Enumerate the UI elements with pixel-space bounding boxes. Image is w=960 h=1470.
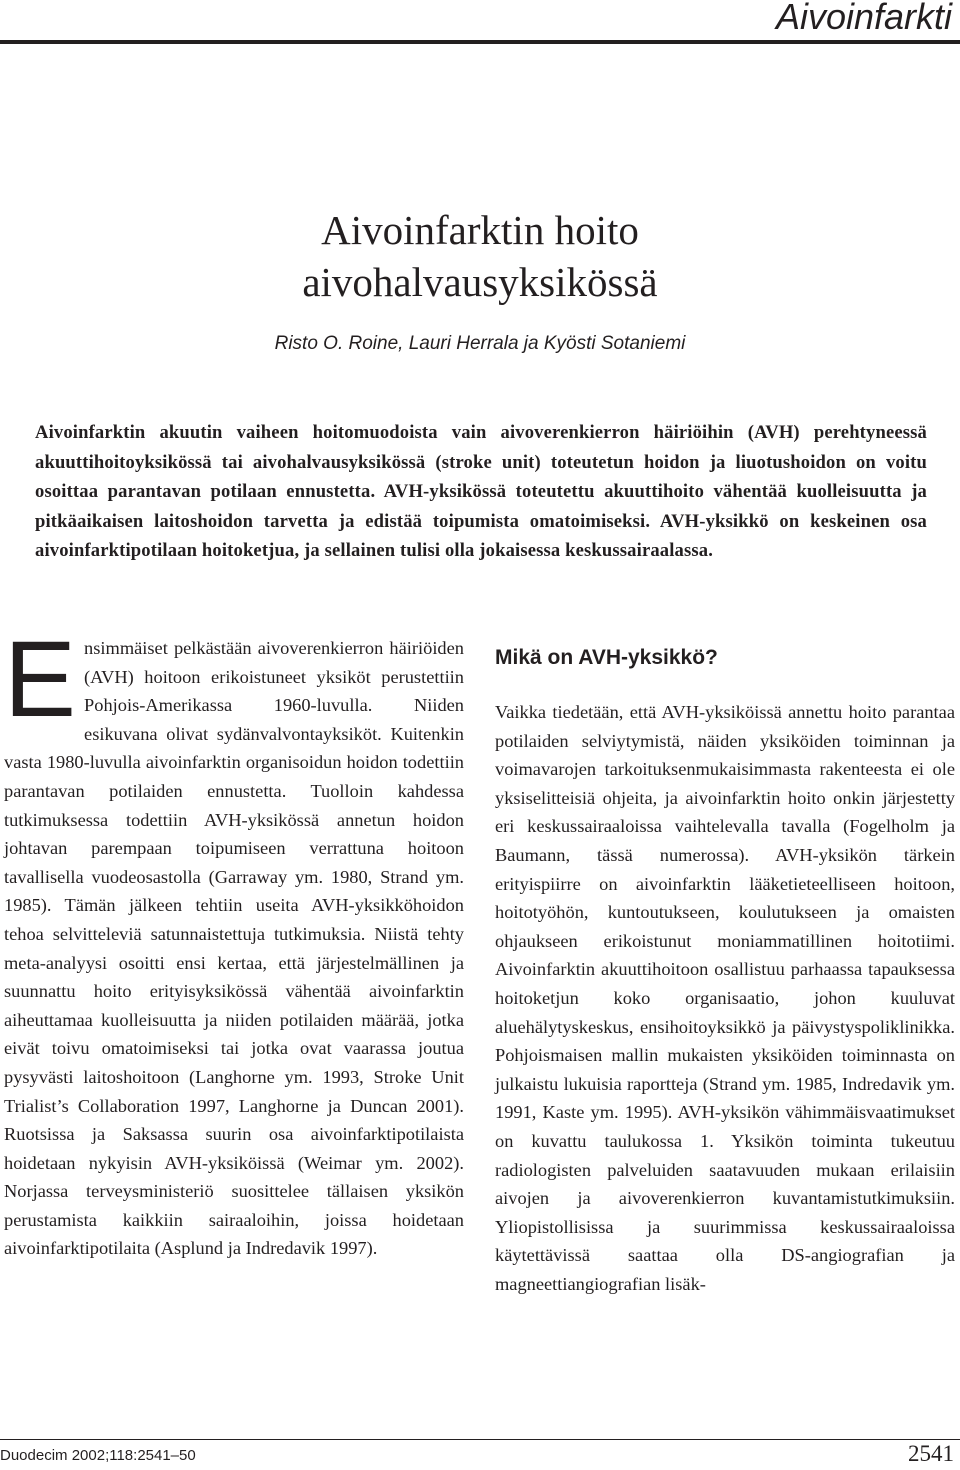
article-abstract: Aivoinfarktin akuutin vaiheen hoitomuodoista vain aivoverenkierron häiriöihin (AVH) perehtyneessä akuuttihoitoyksikössä tai aivohalvausyksikössä (stroke unit) toteutetun hoidon ja liuotushoidon on voitu osoittaa parantavan potilaan ennustetta. AVH-yksikössä toteutettu akuuttihoito vähentää kuolleisuutta ja pitkäaikaisen laitoshoidon tarvetta ja edistää toipumista omatoimiseksi. AVH-yksikkö on keskeinen osa aivoinfarktipotilaan hoitoketjua, ja sellainen tulisi olla jokaisessa keskussairaalassa. [35, 422, 927, 561]
right-column-text: Vaikka tiedetään, että AVH-yksiköissä annettu hoito parantaa potilaiden selviytymistä, näiden yksiköiden toiminnan ja voimavarojen tarkoituksenmukaisimmasta rakenteesta ei ole yksiselitteisiä ohjeita, ja aivoinfarktin hoito onkin järjestetty eri keskussairaaloissa vaihtelevalla tavalla (Fogelholm ja Baumann, tässä numerossa). AVH-yksikön tärkein erityispiirre on aivoinfarktin lääketieteelliseen hoitoon, hoitotyöhön, kuntoutukseen, koulutukseen ja omaisten ohjaukseen erikoistunut moniammatillinen hoitotiimi. Aivoinfarktin akuuttihoitoon osallistuu parhaassa tapauksessa hoitoketjun koko organisaatio, johon kuuluvat aluehälytyskeskus, ensihoitoyksikkö ja päivystyspoliklinikka. Pohjoismaisen mallin mukaisten yksiköiden toiminnasta on julkaistu lukuisia raportteja (Strand ym. 1985, Indredavik ym. 1991, Kaste ym. 1995). AVH-yksikön vähimmäisvaatimukset on kuvattu taulukossa 1. Yksikön toiminta tukeutuu radiologisten palveluiden saatavuuden mukaan erilaisiin aivojen ja aivoverenkierron kuvantamistutkimuksiin. Yliopistollisissa ja suurimmissa keskussairaaloissa käytettävissä saattaa olla DS-angiografian ja magneettiangiografian lisäk- [495, 702, 955, 1294]
running-head: Aivoinfarkti [775, 0, 952, 37]
page-number: 2541 [908, 1441, 954, 1466]
body-column-right [495, 634, 955, 1298]
journal-reference: Duodecim 2002;118:2541–50 [0, 1447, 196, 1464]
header-rule [0, 40, 960, 44]
intro-paragraph [4, 618, 464, 1263]
article-authors: Risto O. Roine, Lauri Herrala ja Kyösti Sotaniemi [274, 333, 686, 354]
section-heading: Mikä on AVH-yksikkö? [495, 646, 718, 669]
drop-cap: E [4, 618, 77, 739]
title-line-1: Aivoinfarktin hoito [321, 207, 639, 253]
left-column-text: nsimmäiset pelkästään aivoverenkierron häiriöiden (AVH) hoitoon erikoistuneet yksiköt perustettiin Pohjois-Amerikassa 1960-luvulla. Niiden esikuvana olivat sydänvalvontayksiköt. Kuitenkin vasta 1980-luvulla aivoinfarktin organisoidun hoidon todettiin parantavan potilaiden ennustetta. Tuolloin kahdessa tutkimuksessa todettiin AVH-yksikössä annetun hoidon johtavan parempaan toipumiseen verrattuna hoitoon tavallisella vuodeosastolla (Garraway ym. 1980, Strand ym. 1985). Tämän jälkeen tehtiin useita AVH-yksikköhoidon tehoa selvitteleviä satunnaistettuja tutkimuksia. Niistä tehty meta-analyysi osoitti ensi kertaa, että järjestelmällinen ja suunnattu hoito erityisyksikössä vähentää aivoinfarktin aiheuttamaa kuolleisuutta ja niiden potilaiden määrää, jotka eivät toivu omatoimiseksi tai jotka ovat vaarassa joutua pysyvästi laitoshoitoon (Langhorne ym. 1993, Stroke Unit Trialist’s Collaboration 1997, Langhorne ja Duncan 2001). Ruotsissa ja Saksassa suurin osa aivoinfarktipotilaista hoidetaan nykyisin AVH-yksiköissä (Weimar ym. 2002). Norjassa terveysministeriö suosittelee tällaisen yksikön perustamista kaikkiin sairaaloihin, joissa hoidetaan aivoinfarktipotilaita (Asplund ja Indredavik 1997). [4, 638, 464, 1259]
body-column-left [4, 618, 464, 1263]
title-line-2: aivohalvausyksikössä [302, 259, 658, 305]
article-title [0, 204, 960, 308]
footer-rule [0, 1439, 960, 1440]
